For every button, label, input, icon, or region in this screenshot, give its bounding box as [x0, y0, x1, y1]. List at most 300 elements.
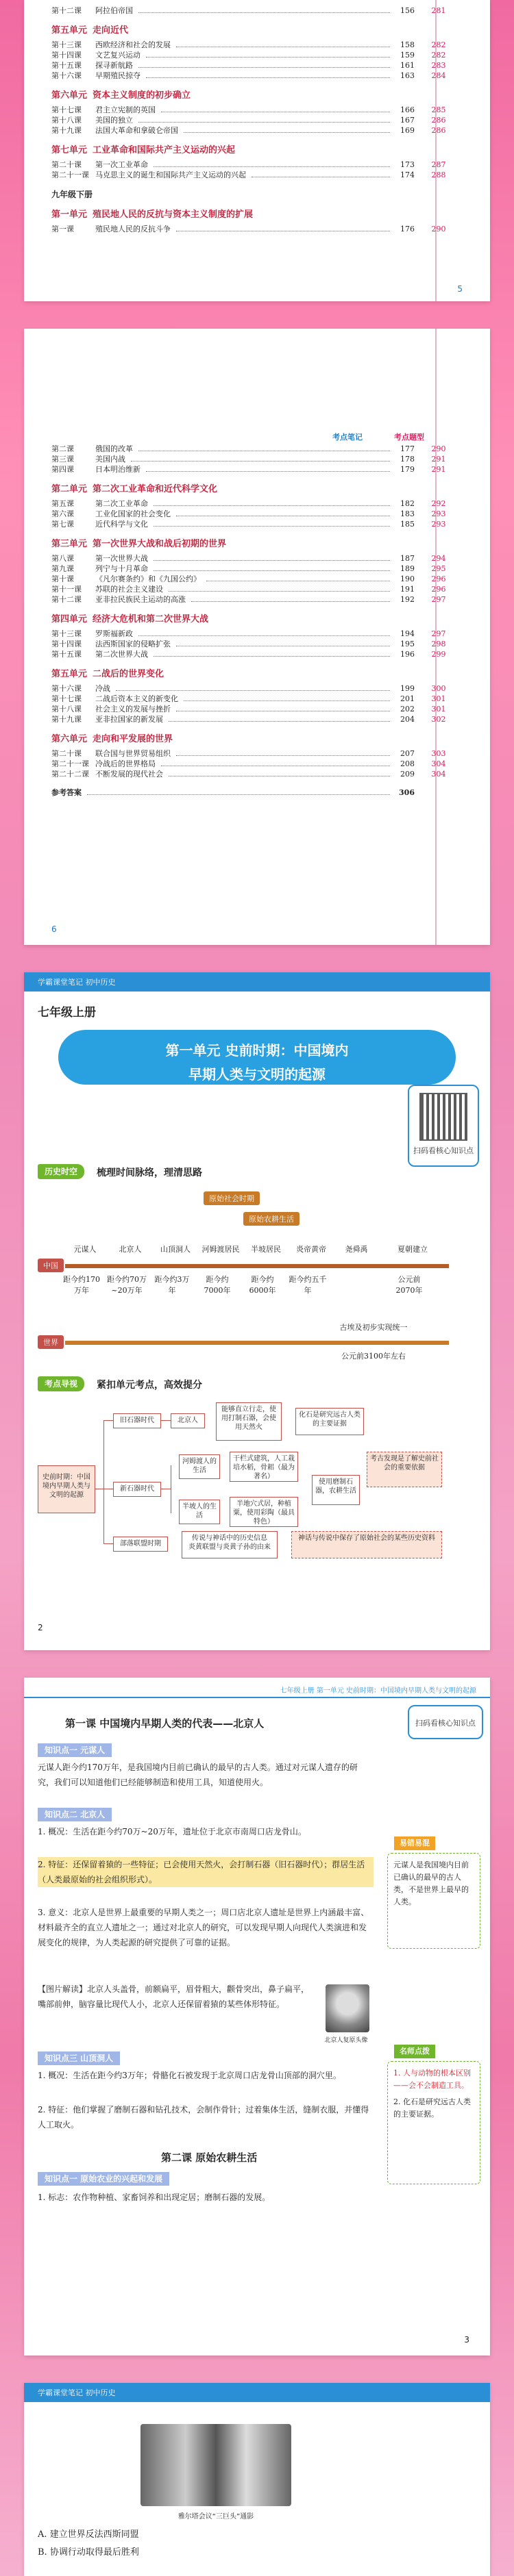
toc-page-notes: 156	[400, 6, 415, 15]
node-hemudu: 河姆渡人的生活	[179, 1454, 220, 1479]
toc-lesson-num: 第十五课	[51, 650, 82, 659]
toc-leader-dots	[146, 57, 390, 58]
toc-row[interactable]	[51, 649, 463, 659]
toc-leader-dots	[154, 656, 390, 657]
toc-lesson-title: 马克思主义的诞生和国际共产主义运动的兴起	[95, 171, 246, 179]
toc-page-questions: 288	[431, 171, 446, 179]
toc-lesson-title: 亚非拉民族民主运动的高涨	[95, 595, 186, 604]
col-header-questions: 考点题型	[394, 433, 424, 442]
toc-row[interactable]	[51, 564, 463, 574]
header-tag: 学霸课堂笔记 初中历史	[38, 978, 116, 987]
toc-leader-dots	[191, 601, 390, 602]
page-number: 2	[38, 1623, 43, 1632]
kp-2-4: 【图片解读】北京人头盖骨，前额扁平，眉骨粗大，颧骨突出，鼻子扁平，嘴部前伸，脑容量比现代人小，北京人还保留着猿的某些体形特征。	[38, 1984, 310, 2009]
toc-lesson-num: 第十三课	[51, 40, 82, 49]
timeline-period-chip: 原始农耕生活	[243, 1212, 299, 1226]
toc-page-notes: 190	[400, 574, 415, 583]
toc-lesson-title: 冷战	[95, 684, 110, 693]
toc-unit-heading	[51, 88, 463, 101]
lesson-page	[24, 1678, 490, 2356]
toc-page-questions: 282	[431, 51, 446, 60]
toc-page-questions: 300	[431, 684, 446, 693]
toc-page-questions: 283	[431, 61, 446, 70]
portrait-caption: 北京人复原头像	[324, 2037, 368, 2044]
toc-row[interactable]	[51, 553, 463, 564]
toc-lesson-title: 不断发展的现代社会	[95, 770, 163, 779]
toc-row[interactable]	[51, 509, 463, 519]
kp-3-2: 2. 特征：他们掌握了磨制石器和钻孔技术，会制作骨针；过着集体生活，缝制衣服，并懂得人工取火。	[38, 2105, 369, 2130]
page-header-tag: 七年级上册 第一单元 史前时期：中国境内早期人类与文明的起源	[280, 1687, 476, 1695]
timeline-person: 半坡居民	[251, 1245, 281, 1254]
toc-lesson-title: 美国的独立	[95, 116, 133, 125]
toc-page-questions: 291	[431, 465, 446, 474]
toc-row[interactable]	[51, 454, 463, 464]
toc-lesson-num: 第四课	[51, 465, 74, 474]
node-neolithic-common: 使用磨制石器，农耕生活	[312, 1475, 360, 1505]
toc-row[interactable]	[51, 125, 463, 136]
toc-page-questions: 294	[431, 554, 446, 563]
toc-lesson-title: 第一次世界大战	[95, 554, 148, 563]
toc-unit-name: 第二次工业革命和近代科学文化	[93, 484, 218, 494]
photo-caption: 雅尔塔会议“三巨头”通影	[178, 2513, 254, 2521]
toc-leader-dots	[138, 67, 390, 68]
toc-page-questions: 287	[431, 160, 446, 169]
tip-1: 1. 人与动物的根本区别——会不会制造工具。	[393, 2069, 471, 2090]
qr-code-box[interactable]	[408, 1085, 479, 1167]
toc-page-notes: 177	[400, 444, 415, 453]
toc-page-questions: 295	[431, 564, 446, 573]
toc-lesson-num: 第十二课	[51, 6, 82, 15]
toc-lesson-num: 第一课	[51, 225, 74, 233]
toc-lesson-title: 罗斯福新政	[95, 629, 133, 638]
side-box-errors: 元谋人是我国境内目前已确认的最早的古人类，不是世界上最早的人类。	[387, 1853, 480, 1949]
header-tag: 学霸课堂笔记 初中历史	[38, 2388, 116, 2397]
toc-page-notes: 174	[400, 171, 415, 179]
toc-page-notes: 179	[400, 465, 415, 474]
toc-page-questions: 285	[431, 105, 446, 114]
world-label: 世界	[38, 1335, 64, 1349]
node-banpo-features: 半地穴式居，种植粟，使用彩陶（最具特色）	[230, 1497, 298, 1527]
toc-unit-label: 第五单元	[51, 669, 88, 679]
toc-row[interactable]	[51, 224, 463, 234]
toc-page-notes: 176	[400, 225, 415, 233]
toc-row[interactable]	[51, 464, 463, 475]
toc-lesson-num: 第六课	[51, 509, 74, 518]
note-archaeology: 考古发现是了解史前社会的重要依据	[367, 1452, 442, 1487]
toc-row[interactable]	[51, 748, 463, 759]
toc-lesson-title: 第二次世界大战	[95, 650, 148, 659]
toc-lesson-title: 列宁与十月革命	[95, 564, 148, 573]
toc-page-notes: 159	[400, 51, 415, 60]
toc-page-questions: 290	[431, 444, 446, 453]
toc-unit-label: 第二单元	[51, 484, 88, 494]
toc-unit-heading	[51, 666, 463, 679]
toc-lesson-title: 日本明治维新	[95, 465, 140, 474]
toc-page-notes: 187	[400, 554, 415, 563]
toc-lesson-num: 第十八课	[51, 116, 82, 125]
toc-leader-dots	[154, 505, 390, 506]
toc-unit-heading	[51, 611, 463, 624]
toc-lesson-num: 第二十二课	[51, 770, 89, 779]
timeline-person: 尧舜禹	[345, 1245, 368, 1254]
toc-row[interactable]	[51, 629, 463, 639]
toc-page-2	[24, 329, 490, 945]
node-hemudu-features: 干栏式建筑，人工栽培水稻，骨耜（最为著名）	[230, 1452, 298, 1482]
toc-row[interactable]	[51, 704, 463, 714]
timeline-person: 夏朝建立	[397, 1245, 428, 1254]
timeline-date: 距今约五千年	[289, 1275, 327, 1295]
banner-line-2: 早期人类与文明的起源	[188, 1066, 326, 1083]
toc-lesson-num: 第九课	[51, 564, 74, 573]
toc-page-questions: 304	[431, 770, 446, 779]
toc-leader-dots	[169, 591, 390, 592]
toc-leader-dots	[131, 461, 390, 462]
toc-row[interactable]	[51, 160, 463, 170]
page-number: 6	[51, 924, 57, 934]
toc-page-questions: 282	[431, 40, 446, 49]
qr-code-box[interactable]	[408, 1705, 483, 1739]
toc-page-1	[24, 0, 490, 301]
section-title-overview: 紧扣单元考点，高效提分	[97, 1380, 202, 1391]
toc-lesson-num: 第十七课	[51, 694, 82, 703]
toc-unit-name: 走向和平发展的世界	[93, 734, 173, 744]
toc-lesson-title: 联合国与世界贸易组织	[95, 749, 171, 758]
toc-lesson-title: 工业化国家的社会变化	[95, 509, 171, 518]
toc-answers-page: 306	[399, 788, 415, 797]
toc-page-notes: 189	[400, 564, 415, 573]
kp-4-tag: 知识点一 原始农业的兴起和发展	[38, 2172, 169, 2186]
toc-lesson-num: 第十三课	[51, 629, 82, 638]
toc-leader-dots	[138, 635, 390, 636]
toc-lesson-title: 君主立宪制的英国	[95, 105, 156, 114]
toc-row[interactable]	[51, 444, 463, 454]
toc-row[interactable]	[51, 60, 463, 71]
timeline-date: 公元前2070年	[395, 1275, 423, 1295]
toc-row[interactable]	[51, 694, 463, 704]
toc-lesson-title: 社会主义的发展与挫折	[95, 705, 171, 714]
toc-page-questions: 296	[431, 585, 446, 594]
toc-unit-name: 走向近代	[93, 25, 129, 36]
toc-lesson-title: 法西斯国家的侵略扩张	[95, 640, 171, 648]
toc-lesson-num: 第十四课	[51, 640, 82, 648]
toc-lesson-title: 二战后资本主义的新变化	[95, 694, 178, 703]
timeline-period-chip: 原始社会时期	[204, 1191, 260, 1205]
kp-1-text: 元谋人距今约170万年，是我国境内目前已确认的最早的古人类。通过对元谋人遗存的研究，我们可以知道他们已经能够制造和使用工具，知道使用火。	[38, 1763, 358, 1787]
branch-neolithic: 新石器时代	[113, 1482, 161, 1497]
toc-page-questions: 296	[431, 574, 446, 583]
toc-unit-heading	[51, 207, 463, 220]
node-beijing-man: 北京人	[171, 1413, 205, 1428]
toc-grade-heading: 九年级下册	[51, 190, 93, 199]
toc-page-notes: 163	[400, 71, 415, 80]
toc-page-notes: 192	[400, 595, 415, 604]
toc-lesson-title: 阿拉伯帝国	[95, 6, 133, 15]
toc-lesson-num: 第十六课	[51, 71, 82, 80]
page-header	[24, 972, 490, 992]
toc-page-questions: 281	[431, 6, 446, 15]
toc-page-questions: 293	[431, 520, 446, 529]
tip-2: 2. 化石是研究远古人类的主要证据。	[393, 2097, 471, 2119]
toc-page-notes: 167	[400, 116, 415, 125]
toc-page-questions: 299	[431, 650, 446, 659]
toc-lesson-num: 第二十一课	[51, 759, 89, 768]
toc-leader-dots	[154, 526, 390, 527]
toc-row[interactable]	[51, 594, 463, 605]
world-date: 公元前3100年左右	[341, 1352, 406, 1361]
node-banpo: 半坡人的生活	[179, 1500, 220, 1524]
china-label: 中国	[38, 1259, 64, 1272]
toc-page-notes: 158	[400, 40, 415, 49]
toc-row[interactable]	[51, 639, 463, 649]
toc-answers-title: 参考答案	[51, 788, 82, 797]
toc-lesson-num: 第十一课	[51, 585, 82, 594]
toc-page-notes: 195	[400, 640, 415, 648]
timeline-date: 距今约7000年	[204, 1275, 231, 1295]
kp-3-tag: 知识点三 山顶洞人	[38, 2051, 120, 2065]
side-tag-errors: 易错易混	[394, 1836, 435, 1850]
toc-lesson-num: 第十课	[51, 574, 74, 583]
world-event: 古埃及初步实现统一	[339, 1323, 408, 1332]
toc-row[interactable]	[51, 498, 463, 509]
toc-lesson-num: 第十七课	[51, 105, 82, 114]
toc-lesson-title: 早期殖民掠夺	[95, 71, 140, 80]
kp-1-tag: 知识点一 元谋人	[38, 1743, 112, 1757]
toc-page-notes: 182	[400, 499, 415, 508]
toc-unit-label: 第六单元	[51, 90, 88, 101]
col-header-notes: 考点笔记	[332, 433, 363, 442]
toc-lesson-title: 文艺复兴运动	[95, 51, 140, 60]
toc-lesson-num: 第五课	[51, 499, 74, 508]
toc-lesson-num: 第十四课	[51, 51, 82, 60]
toc-lesson-num: 第十二课	[51, 595, 82, 604]
toc-leader-dots	[154, 570, 390, 571]
toc-leader-dots	[146, 471, 390, 472]
timeline-person: 山顶洞人	[160, 1245, 191, 1254]
toc-page-notes: 209	[400, 770, 415, 779]
toc-page-questions: 301	[431, 705, 446, 714]
toc-lesson-title: 殖民地人民的反抗斗争	[95, 225, 171, 233]
toc-leader-dots	[146, 77, 390, 78]
toc-lesson-num: 第三课	[51, 455, 74, 464]
toc-page-notes: 166	[400, 105, 415, 114]
toc-page-questions: 293	[431, 509, 446, 518]
toc-row[interactable]	[51, 115, 463, 125]
toc-row[interactable]	[51, 759, 463, 769]
toc-row[interactable]	[51, 105, 463, 115]
toc-page-questions: 290	[431, 225, 446, 233]
toc-unit-name: 殖民地人民的反抗与资本主义制度的扩展	[93, 210, 254, 220]
toc-unit-label: 第六单元	[51, 734, 88, 744]
toc-lesson-num: 第十八课	[51, 705, 82, 714]
world-timeline-bar	[65, 1341, 449, 1345]
toc-unit-name: 资本主义制度的初步确立	[93, 90, 191, 101]
toc-lesson-num: 第十五课	[51, 61, 82, 70]
mindmap-root: 史前时期：中国境内早期人类与文明的起源	[38, 1465, 95, 1513]
toc-page-questions: 292	[431, 499, 446, 508]
kp-2-2: 2. 特征：还保留着猿的一些特征；已会使用天然火，会打制石器（旧石器时代）；群居生活（人类最原始的社会组织形式）。	[38, 1857, 374, 1887]
node-legends	[182, 1531, 278, 1558]
toc-unit-label: 第五单元	[51, 25, 88, 36]
toc-lesson-title: 《凡尔赛条约》和《九国公约》	[95, 574, 201, 583]
toc-page-notes: 161	[400, 61, 415, 70]
toc-page-notes: 183	[400, 509, 415, 518]
toc-page-notes: 196	[400, 650, 415, 659]
toc-unit-label: 第一单元	[51, 210, 88, 220]
toc-lesson-title: 俄国的改革	[95, 444, 133, 453]
yalta-photo	[140, 2424, 291, 2506]
toc-lesson-title: 法国大革命和拿破仑帝国	[95, 126, 178, 135]
toc-unit-heading	[51, 731, 463, 744]
note-myths: 神话与传说中保存了原始社会的某些历史资料	[291, 1531, 442, 1558]
toc-lesson-num: 第七课	[51, 520, 74, 529]
toc-leader-dots	[169, 721, 390, 722]
toc-page-notes: 204	[400, 715, 415, 724]
timeline-date: 距今约170万年	[63, 1275, 100, 1295]
timeline-person: 炎帝黄帝	[296, 1245, 326, 1254]
toc-page-questions: 297	[431, 595, 446, 604]
toc-unit-name: 经济大危机和第二次世界大战	[93, 614, 209, 624]
timeline-person: 元谋人	[73, 1245, 97, 1254]
toc-page-questions: 301	[431, 694, 446, 703]
kp-3-1: 1. 概况：生活在距今约3万年；骨骼化石被发现于北京周口店龙骨山顶部的洞穴里。	[38, 2071, 341, 2080]
toc-lesson-num: 第二课	[51, 444, 74, 453]
toc-lesson-num: 第十六课	[51, 684, 82, 693]
toc-unit-label: 第三单元	[51, 539, 88, 549]
qr-code-icon	[419, 1093, 467, 1141]
kp-2-1: 1. 概况：生活在距今约70万~20万年，遗址位于北京市南周口店龙骨山。	[38, 1827, 306, 1836]
toc-lesson-title: 冷战后的世界格局	[95, 759, 156, 768]
toc-unit-label: 第七单元	[51, 145, 88, 155]
toc-page-questions: 286	[431, 126, 446, 135]
toc-page-questions: 298	[431, 640, 446, 648]
toc-lesson-title: 第一次工业革命	[95, 160, 148, 169]
timeline-person: 北京人	[119, 1245, 142, 1254]
banner-line-1: 第一单元 史前时期：中国境内	[165, 1042, 349, 1059]
toc-lesson-title: 亚非拉国家的新发展	[95, 715, 163, 724]
kp-4-1: 1. 标志：农作物种植、家畜饲养和出现定居；磨制石器的发展。	[38, 2193, 271, 2202]
section-tag-overview: 考点导视	[38, 1376, 84, 1391]
option-a[interactable]: A. 建立世界反法西斯同盟	[38, 2529, 139, 2540]
toc-page-questions: 303	[431, 749, 446, 758]
toc-page-notes: 194	[400, 629, 415, 638]
toc-lesson-title: 第二次工业革命	[95, 499, 148, 508]
toc-unit-heading	[51, 142, 463, 155]
toc-answers[interactable]	[51, 787, 463, 798]
kp-2-tag: 知识点二 北京人	[38, 1808, 112, 1821]
toc-content	[51, 444, 463, 798]
toc-lesson-num: 第二十一课	[51, 171, 89, 179]
toc-page-notes: 191	[400, 585, 415, 594]
toc-lesson-num: 第二十课	[51, 749, 82, 758]
timeline-date: 距今约3万年	[154, 1275, 190, 1295]
page-number: 3	[464, 2335, 469, 2345]
toc-page-questions: 302	[431, 715, 446, 724]
branch-paleolithic: 旧石器时代	[113, 1413, 161, 1428]
toc-row[interactable]	[51, 769, 463, 779]
toc-page-notes: 201	[400, 694, 415, 703]
node-paleo-features: 能够直立行走，使用打制石器，会使用天然火	[216, 1402, 282, 1441]
toc-row[interactable]	[51, 519, 463, 529]
beijing-man-portrait	[326, 1984, 369, 2032]
timeline-date: 距今约6000年	[249, 1275, 276, 1295]
toc-row[interactable]	[51, 714, 463, 724]
toc-page-notes: 185	[400, 520, 415, 529]
option-b[interactable]: B. 协调行动取得最后胜利	[38, 2547, 139, 2558]
timeline-person: 河姆渡居民	[201, 1245, 240, 1254]
qr-label: 扫码看核心知识点	[415, 1719, 476, 1728]
toc-page-notes: 207	[400, 749, 415, 758]
section-title-timeline: 梳理时间脉络，理清思路	[97, 1167, 202, 1178]
toc-leader-dots	[138, 12, 390, 13]
qr-label: 扫码看核心知识点	[413, 1146, 474, 1155]
legend-info: 传说与神话中的历史信息	[192, 1535, 267, 1542]
toc-row[interactable]	[51, 170, 463, 180]
unit-overview-page	[24, 972, 490, 1650]
header-rule	[24, 1697, 490, 1698]
yanhuang-origin: 炎黄联盟与炎黄子孙的由来	[188, 1543, 271, 1551]
toc-page-questions: 304	[431, 759, 446, 768]
grade-title: 七年级上册	[38, 1006, 96, 1020]
toc-unit-heading	[51, 23, 463, 36]
toc-row[interactable]	[51, 50, 463, 60]
timeline-bar	[65, 1264, 449, 1268]
toc-leader-dots	[116, 690, 390, 691]
toc-unit-name: 第一次世界大战和战后初期的世界	[93, 539, 227, 549]
timeline-date: 距今约70万~20万年	[107, 1275, 147, 1295]
toc-page-questions: 291	[431, 455, 446, 464]
toc-page-notes: 199	[400, 684, 415, 693]
toc-row[interactable]	[51, 40, 463, 50]
toc-row[interactable]	[51, 71, 463, 81]
page-number: 5	[457, 284, 463, 294]
toc-page-questions: 284	[431, 71, 446, 80]
toc-lesson-num: 第十九课	[51, 715, 82, 724]
toc-content	[51, 5, 463, 234]
toc-row[interactable]	[51, 683, 463, 694]
toc-row[interactable]	[51, 574, 463, 584]
toc-lesson-num: 第八课	[51, 554, 74, 563]
side-tag-tips: 名师点拨	[394, 2045, 435, 2058]
lesson-1-title: 第一课 中国境内早期人类的代表——北京人	[65, 1717, 265, 1730]
toc-row[interactable]	[51, 584, 463, 594]
toc-page-notes: 169	[400, 126, 415, 135]
section-tag-timeline: 历史时空	[38, 1164, 84, 1179]
unit-banner	[58, 1030, 456, 1085]
toc-lesson-num: 第二十课	[51, 160, 82, 169]
toc-lesson-title: 探寻新航路	[95, 61, 133, 70]
toc-page-notes: 208	[400, 759, 415, 768]
toc-leader-dots	[87, 794, 390, 795]
toc-leader-dots	[138, 122, 390, 123]
toc-unit-name: 工业革命和国际共产主义运动的兴起	[93, 145, 236, 155]
toc-leader-dots	[176, 755, 390, 756]
toc-row[interactable]	[51, 5, 463, 16]
toc-leader-dots	[184, 700, 390, 701]
toc-unit-heading	[51, 481, 463, 494]
kp-2-3: 3. 意义：北京人是世界上最重要的早期人类之一；周口店北京人遗址是世界上内涵最丰富、材料最齐全的直立人遗址之一；通过对北京人的研究，可以发现早期人向现代人类演进和发展变化的规律，为人类起源的研究提供了可靠的证据。	[38, 1908, 369, 1947]
toc-unit-heading	[51, 536, 463, 549]
toc-lesson-num: 第十九课	[51, 126, 82, 135]
toc-lesson-title: 西欧经济和社会的发展	[95, 40, 171, 49]
page-header	[24, 2383, 490, 2402]
toc-lesson-title: 近代科学与文化	[95, 520, 148, 529]
toc-lesson-title: 苏联的社会主义建设	[95, 585, 163, 594]
toc-leader-dots	[154, 166, 390, 167]
partial-page	[24, 2383, 490, 2576]
toc-page-notes: 202	[400, 705, 415, 714]
toc-page-notes: 178	[400, 455, 415, 464]
toc-unit-name: 二战后的世界变化	[93, 669, 164, 679]
